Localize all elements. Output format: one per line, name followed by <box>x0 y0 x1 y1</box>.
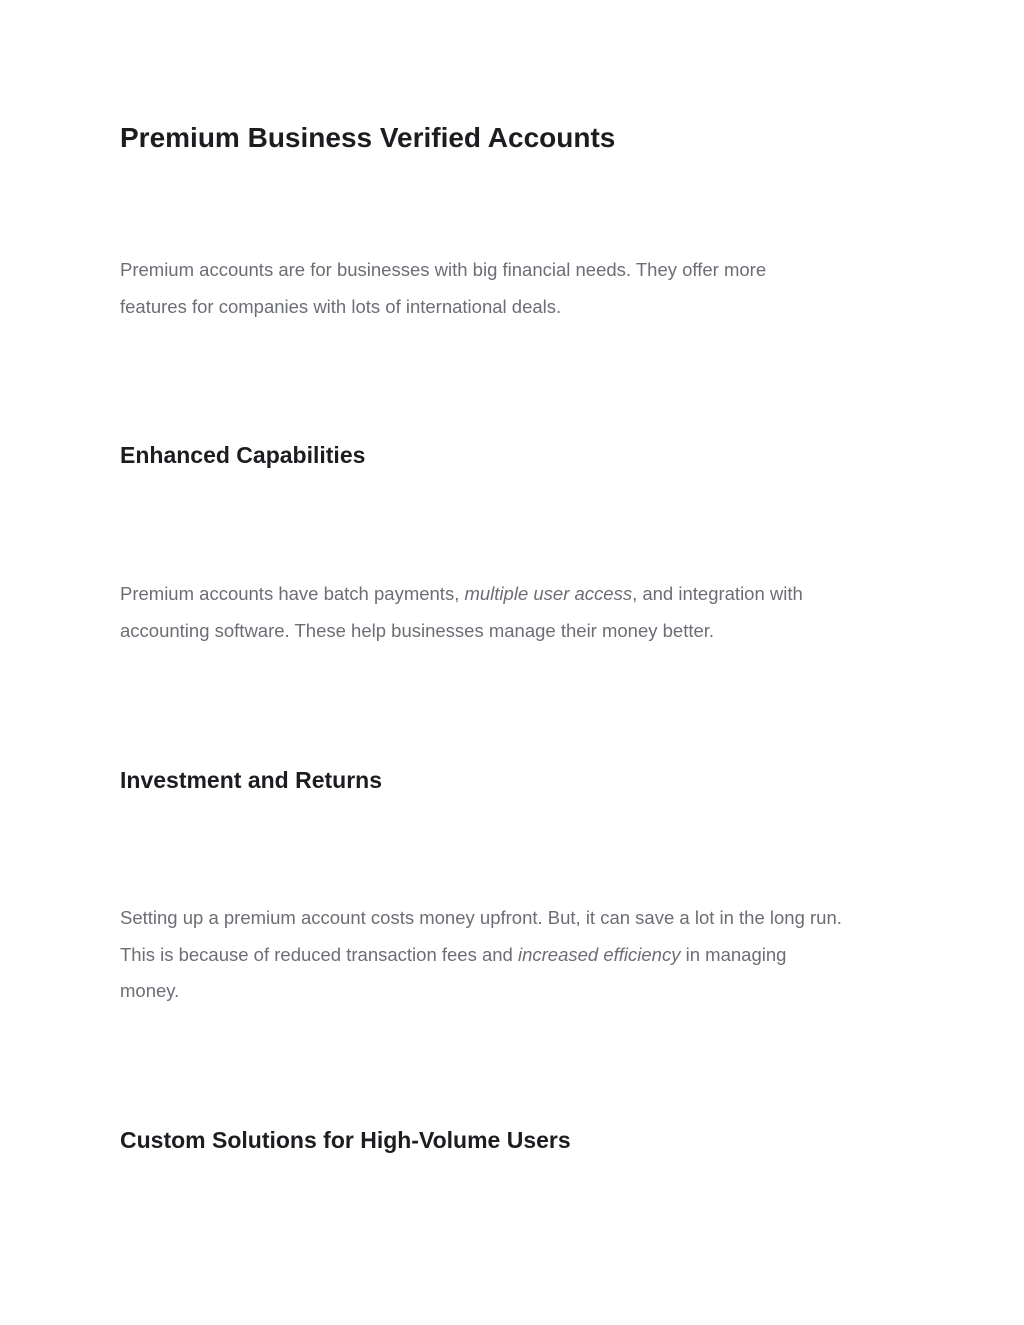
investment-returns-line-3: money. <box>120 980 180 1001</box>
investment-returns-line-2 <box>120 937 910 974</box>
emphasis-text: multiple user access <box>464 583 633 604</box>
enhanced-capabilities-line-1 <box>120 576 910 613</box>
text-segment: , and integration with <box>632 583 803 604</box>
enhanced-capabilities-line-2: accounting software. These help businesses manage their money better. <box>120 619 715 641</box>
section-heading-investment-and-returns: Investment and Returns <box>120 767 382 793</box>
intro-paragraph <box>120 252 910 325</box>
text-segment: Premium accounts have batch payments, <box>120 583 465 604</box>
page-title: Premium Business Verified Accounts <box>120 122 616 153</box>
intro-line-1: Premium accounts are for businesses with big financial needs. They offer more <box>120 259 767 280</box>
text-segment: This is because of reduced transaction fees and <box>120 943 518 965</box>
section-heading-custom-solutions: Custom Solutions for High-Volume Users <box>120 1127 571 1153</box>
investment-returns-line-1: Setting up a premium account costs money upfront. But, it can save a lot in the long run. <box>120 907 842 928</box>
enhanced-capabilities-paragraph <box>120 576 910 649</box>
section-heading-enhanced-capabilities: Enhanced Capabilities <box>120 442 366 468</box>
emphasis-text: increased efficiency <box>518 943 681 965</box>
investment-returns-paragraph <box>120 900 910 1010</box>
text-segment: in managing <box>680 943 787 965</box>
intro-line-2: features for companies with lots of international deals. <box>120 295 562 317</box>
